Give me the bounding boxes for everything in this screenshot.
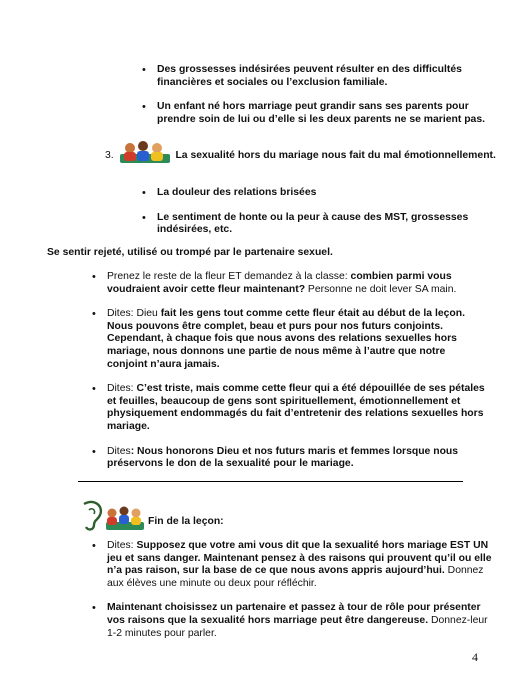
people-group-icon	[119, 140, 171, 169]
section-3-title: La sexualité hors du mariage nous fait du mal émotionnellement.	[175, 150, 496, 161]
list-item: • Dites: Supposez que votre ami vous dit que la sexualité hors mariage EST UN jeu et sans danger. Maintenant pensez à des raisons qui prouvent qu’il ou elle n’a pas raison, sur la base de ce que nous avons appris aujourd’hui. Donnez aux élèves une minute ou deux pour réfléchir.	[92, 540, 492, 590]
section-3-bullet-list	[142, 187, 487, 237]
ear-listening-icon	[78, 500, 146, 537]
list-item: • Prenez le reste de la fleur ET demandez à la classe: combien parmi vous voudraient avoir cette fleur maintenant? Personne ne doit lever SA main.	[92, 271, 487, 296]
list-item: • Des grossesses indésirées peuvent résulter en des difficultés financières et sociales ou l’exclusion familiale.	[142, 64, 487, 89]
list-item: • Dites: Nous honorons Dieu et nos futurs maris et femmes lorsque nous préservons le don de la sexualité pour le mariage.	[92, 446, 487, 471]
end-heading: Fin de la leçon:	[148, 516, 224, 527]
horizontal-rule	[78, 481, 463, 482]
top-bullet-list	[142, 64, 487, 126]
section-number: 3.	[105, 150, 114, 161]
list-item: • Maintenant choisissez un partenaire et passez à tour de rôle pour présenter vos raisons que la sexualité hors marriage peut être dangereuse. Donnez-leur 1-2 minutes pour parler.	[92, 602, 492, 640]
list-item: • La douleur des relations brisées	[142, 187, 487, 200]
lesson-bullet-list	[92, 271, 487, 471]
list-item: • Le sentiment de honte ou la peur à cause des MST, grossesses indésirées, etc.	[142, 212, 487, 237]
list-item: • Dites: C’est triste, mais comme cette fleur qui a été dépouillée de ses pétales et feuilles, beaucoup de gens sont spirituellement, émotionnellement et physiquement endommagés du fait d’entretenir des relations sexuelles hors mariage.	[92, 383, 487, 433]
rejection-line: Se sentir rejeté, utilisé ou trompé par le partenaire sexuel.	[47, 247, 333, 258]
page-number: 4	[472, 650, 478, 664]
end-bullet-list	[92, 540, 492, 640]
list-item: • Un enfant né hors marriage peut grandir sans ses parents pour prendre soin de lui ou d’elle si les deux parents ne se marient pas.	[142, 101, 487, 126]
list-item: • Dites: Dieu fait les gens tout comme cette fleur était au début de la leçon. Nous pouvons être complet, beau et purs pour nos futurs conjoints. Cependant, à chaque fois que nous avons des relations sexuelles hors mariage, nous donnons une partie de nous même à l’autre que notre conjoint n’aura jamais.	[92, 308, 487, 371]
section-3-heading	[105, 140, 505, 169]
